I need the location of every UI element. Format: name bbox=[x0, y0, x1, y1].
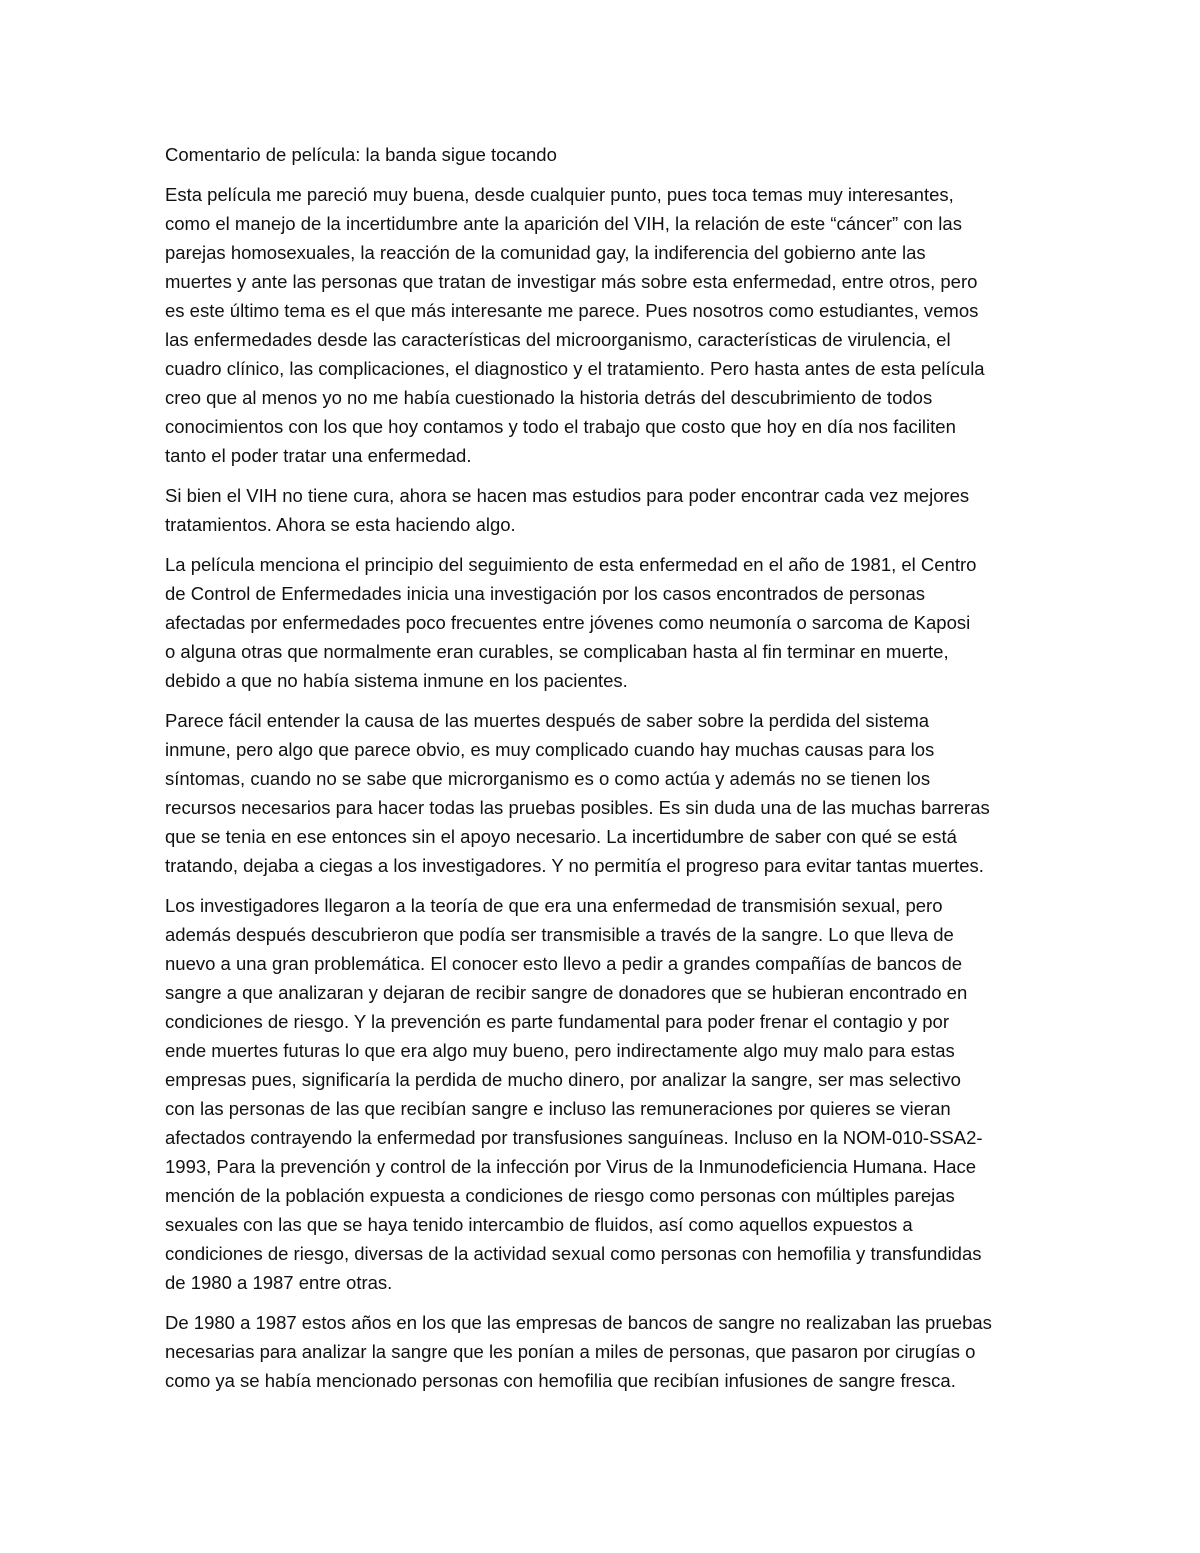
text-line: necesarias para analizar la sangre que les ponían a miles de personas, que pasaron por cirugías o bbox=[165, 1341, 976, 1362]
text-line: afectados contrayendo la enfermedad por transfusiones sanguíneas. Incluso en la NOM-010-SSA2- bbox=[165, 1127, 983, 1148]
text-line: tratando, dejaba a ciegas a los investigadores. Y no permitía el progreso para evitar tantas muertes. bbox=[165, 855, 984, 876]
text-line: de 1980 a 1987 entre otras. bbox=[165, 1272, 393, 1293]
text-line: de Control de Enfermedades inicia una investigación por los casos encontrados de personas bbox=[165, 583, 925, 604]
text-line: Los investigadores llegaron a la teoría de que era una enfermedad de transmisión sexual, pero bbox=[165, 895, 943, 916]
text-line: conocimientos con los que hoy contamos y todo el trabajo que costo que hoy en día nos faciliten bbox=[165, 416, 956, 437]
text-line: sexuales con las que se haya tenido intercambio de fluidos, así como aquellos expuestos a bbox=[165, 1214, 913, 1235]
text-line: Si bien el VIH no tiene cura, ahora se hacen mas estudios para poder encontrar cada vez mejores bbox=[165, 485, 970, 506]
text-line: condiciones de riesgo. Y la prevención es parte fundamental para poder frenar el contagio y por bbox=[165, 1011, 950, 1032]
text-line: inmune, pero algo que parece obvio, es muy complicado cuando hay muchas causas para los bbox=[165, 739, 935, 760]
text-line: con las personas de las que recibían sangre e incluso las remuneraciones por quieres se vieran bbox=[165, 1098, 951, 1119]
paragraph-5 bbox=[165, 891, 1045, 1297]
text-line: creo que al menos yo no me había cuestionado la historia detrás del descubrimiento de todos bbox=[165, 387, 933, 408]
paragraph-1 bbox=[165, 180, 1045, 470]
text-line: las enfermedades desde las características del microorganismo, características de virulencia, el bbox=[165, 329, 951, 350]
text-line: o alguna otras que normalmente eran curables, se complicaban hasta al fin terminar en muerte, bbox=[165, 641, 949, 662]
paragraph-6 bbox=[165, 1308, 1045, 1395]
document-title: Comentario de película: la banda sigue tocando bbox=[165, 144, 557, 165]
text-line: empresas pues, significaría la perdida de mucho dinero, por analizar la sangre, ser mas selectivo bbox=[165, 1069, 961, 1090]
text-line: además después descubrieron que podía ser transmisible a través de la sangre. Lo que lleva de bbox=[165, 924, 954, 945]
document-page bbox=[165, 140, 1045, 1406]
text-line: sangre a que analizaran y dejaran de recibir sangre de donadores que se hubieran encontrado en bbox=[165, 982, 968, 1003]
text-line: La película menciona el principio del seguimiento de esta enfermedad en el año de 1981, el Centro bbox=[165, 554, 977, 575]
text-line: como ya se había mencionado personas con hemofilia que recibían infusiones de sangre fresca. bbox=[165, 1370, 956, 1391]
text-line: que se tenia en ese entonces sin el apoyo necesario. La incertidumbre de saber con qué se está bbox=[165, 826, 957, 847]
text-line: como el manejo de la incertidumbre ante la aparición del VIH, la relación de este “cáncer” con las bbox=[165, 213, 962, 234]
text-line: 1993, Para la prevención y control de la infección por Virus de la Inmunodeficiencia Humana. Hace bbox=[165, 1156, 977, 1177]
paragraph-2 bbox=[165, 481, 1045, 539]
text-line: debido a que no había sistema inmune en los pacientes. bbox=[165, 670, 628, 691]
paragraph-4 bbox=[165, 706, 1045, 880]
text-line: es este último tema es el que más interesante me parece. Pues nosotros como estudiantes, vemos bbox=[165, 300, 979, 321]
text-line: De 1980 a 1987 estos años en los que las empresas de bancos de sangre no realizaban las pruebas bbox=[165, 1312, 992, 1333]
text-line: nuevo a una gran problemática. El conocer esto llevo a pedir a grandes compañías de bancos de bbox=[165, 953, 963, 974]
text-line: síntomas, cuando no se sabe que microrganismo es o como actúa y además no se tienen los bbox=[165, 768, 931, 789]
text-line: condiciones de riesgo, diversas de la actividad sexual como personas con hemofilia y transfundidas bbox=[165, 1243, 982, 1264]
text-line: cuadro clínico, las complicaciones, el diagnostico y el tratamiento. Pero hasta antes de esta película bbox=[165, 358, 985, 379]
text-line: afectadas por enfermedades poco frecuentes entre jóvenes como neumonía o sarcoma de Kaposi bbox=[165, 612, 971, 633]
text-line: mención de la población expuesta a condiciones de riesgo como personas con múltiples parejas bbox=[165, 1185, 955, 1206]
text-line: parejas homosexuales, la reacción de la comunidad gay, la indiferencia del gobierno ante las bbox=[165, 242, 926, 263]
document-body bbox=[165, 180, 1045, 1395]
text-line: recursos necesarios para hacer todas las pruebas posibles. Es sin duda una de las muchas barreras bbox=[165, 797, 990, 818]
text-line: Parece fácil entender la causa de las muertes después de saber sobre la perdida del sistema bbox=[165, 710, 930, 731]
text-line: tanto el poder tratar una enfermedad. bbox=[165, 445, 472, 466]
text-line: Esta película me pareció muy buena, desde cualquier punto, pues toca temas muy interesantes, bbox=[165, 184, 954, 205]
text-line: tratamientos. Ahora se esta haciendo algo. bbox=[165, 514, 516, 535]
paragraph-3 bbox=[165, 550, 1045, 695]
text-line: muertes y ante las personas que tratan de investigar más sobre esta enfermedad, entre otros, pero bbox=[165, 271, 978, 292]
text-line: ende muertes futuras lo que era algo muy bueno, pero indirectamente algo muy malo para estas bbox=[165, 1040, 955, 1061]
